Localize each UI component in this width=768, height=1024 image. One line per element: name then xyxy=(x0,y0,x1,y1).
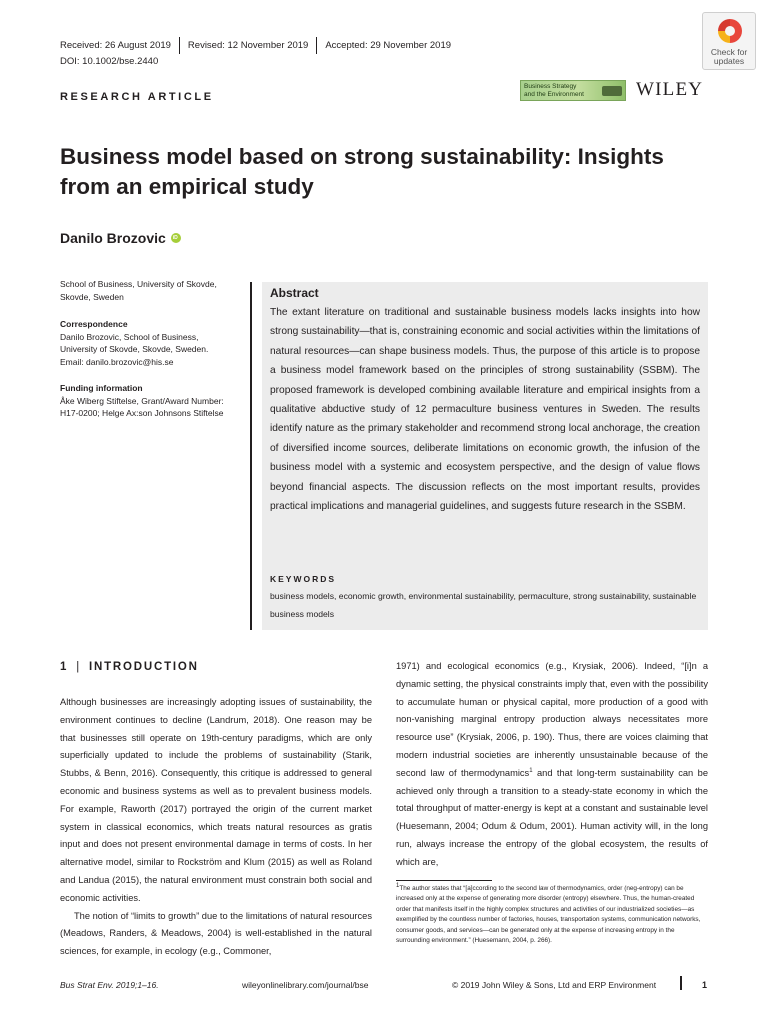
journal-logo-text: and the Environment xyxy=(524,90,584,98)
affiliation-line: Skovde, Sweden xyxy=(60,291,124,302)
check-updates-label: updates xyxy=(713,56,745,66)
journal-url[interactable]: wileyonlinelibrary.com/journal/bse xyxy=(242,980,369,990)
copyright: © 2019 John Wiley & Sons, Ltd and ERP Environment xyxy=(452,980,657,990)
journal-citation: Bus Strat Env. 2019;1–16. xyxy=(60,980,159,990)
article-type: RESEARCH ARTICLE xyxy=(60,91,214,103)
funding-information xyxy=(60,382,240,420)
funding-line: H17-0200; Helge Ax:son Johnsons Stiftelse xyxy=(60,408,224,418)
keywords-text: business models, economic growth, environmental sustainability, permaculture, strong sustainability, sustainable business models xyxy=(270,591,697,619)
paragraph-text: 1971) and ecological economics (e.g., Krysiak, 2006). Indeed, “[i]n a dynamic setting, the physical constraints imply that, even with the possibility to accumulate human or physical capital, more production of a good with non-vanishing marginal entropy production always necessitates more resource use” (Krysiak, 2006, p. 190). Thus, there are voices claiming that modern industrial societies are inherently unsustainable because of the second law of thermodynamics xyxy=(396,661,708,778)
footnote-text: The author states that “[a]ccording to the second law of thermodynamics, order (neg-entropy) can be increased only at the expense of generating more disorder (entropy) elsewhere. Thus, the human-created order that manifests itself in the highly complex structures and activities of our industrialized societies—as exemplified by the countless number of factories, houses, transportation systems, communication networks, consumer goods, and services—can be generated only at the expense of increasing entropy in the surrounding environment.” (Huesemann, 2004, p. 266). xyxy=(396,885,701,945)
keywords-box xyxy=(262,566,708,630)
paragraph: Although businesses are increasingly adopting issues of sustainability, the environment continues to decline (Landrum, 2018). One reason may be that businesses still operate on 19th-century paradigms, which are only superficially updated to include the problems of sustainability (Starik, Stubbs, & Benn, 2016). Consequently, this critique is addressed to general economic and business systems as well as to prevalent business models. For example, Raworth (2017) portrayed the origin of the current market system in classical economics, which treats natural resources as gratis input and does not present environmental damage in terms of costs. In her alternative model, similar to Rockström and Klum (2015) as well as Roland and Landua (2015), the natural environment must constrain both social and economic activities. xyxy=(60,697,372,903)
keywords-heading: KEYWORDS xyxy=(270,574,337,584)
author xyxy=(60,230,181,246)
footnote-number: 1 xyxy=(396,882,400,889)
check-for-updates-button[interactable] xyxy=(702,12,756,70)
funding-line: Åke Wiberg Stiftelse, Grant/Award Number: xyxy=(60,395,224,406)
section-heading xyxy=(60,661,199,673)
author-name[interactable]: Danilo Brozovic xyxy=(60,230,166,246)
section-number: 1 xyxy=(60,661,69,673)
footnote-rule xyxy=(396,880,492,881)
doi[interactable]: DOI: 10.1002/bse.2440 xyxy=(60,56,159,67)
correspondence-line: University of Skovde, Skovde, Sweden. xyxy=(60,344,209,354)
paragraph: The notion of “limits to growth” due to the limitations of natural resources (Meadows, Randers, & Meadows, 2004) is well-established in the natural sciences, for example, in ecology (e.g., Commoner, xyxy=(60,910,372,957)
correspondence-email[interactable]: Email: danilo.brozovic@his.se xyxy=(60,356,174,367)
accepted-date: Accepted: 29 November 2019 xyxy=(325,39,452,51)
abstract-heading: Abstract xyxy=(270,286,319,300)
article-title: Business model based on strong sustainability: Insights from an empirical study xyxy=(60,144,664,199)
body-column-right xyxy=(396,658,708,872)
footer-rule xyxy=(680,976,682,990)
publisher-logo[interactable]: WILEY xyxy=(636,79,704,100)
affiliation-line: School of Business, University of Skovde, xyxy=(60,279,217,289)
section-title: INTRODUCTION xyxy=(89,661,199,673)
journal-logo-image xyxy=(602,86,622,96)
footnote xyxy=(396,884,708,946)
funding-heading: Funding information xyxy=(60,383,143,393)
affiliation xyxy=(60,278,240,303)
body-column-left xyxy=(60,694,372,961)
page-number: 1 xyxy=(702,980,708,990)
crossmark-icon xyxy=(718,19,742,43)
correspondence-line: Danilo Brozovic, School of Business, xyxy=(60,331,199,342)
received-date: Received: 26 August 2019 xyxy=(60,39,171,51)
abstract-text: The extant literature on traditional and sustainable business models lacks insights into how strong sustainability—that is, constraining economic and social activities within the limitations of natural resources—can shape business models. Thus, the purpose of this article is to propose a business model framework based on the principles of strong sustainability (SSBM). The proposed framework is developed combining available literature and empirical insights from a qualitative abductive study of 12 permaculture business ventures in Sweden. The results identify nature as the primary stakeholder and recommend strong local anchorage, the creation of diversified income sources, deliberate limitations on economic growth, the infusion of the business model with a systemic and ecosystem perspective, and the design of value flows beyond financial aspects. The discussion reflects on the most important results, provides practical implications and managerial guidelines, and suggests future research in the SSBM. xyxy=(270,307,700,513)
orcid-icon[interactable] xyxy=(171,233,181,243)
abstract-rule xyxy=(250,282,252,630)
revised-date: Revised: 12 November 2019 xyxy=(187,39,309,51)
section-separator: | xyxy=(76,661,81,673)
check-updates-label: Check for xyxy=(710,47,748,57)
paragraph-text: and that long-term sustainability can be achieved only through a transition to a steady-state economy in which the total throughput of matter-energy is kept at a constant and sustainable level (Huesemann, 2004; Odum & Odum, 2001). Human activity will, in the long run, always increase the entropy of the global ecosystem, the results of which are, xyxy=(396,767,709,867)
paragraph xyxy=(396,658,708,872)
date-separator xyxy=(316,37,317,54)
abstract-box xyxy=(262,282,708,566)
footnote-marker[interactable]: 1 xyxy=(529,767,533,774)
journal-logo[interactable] xyxy=(520,80,626,101)
correspondence xyxy=(60,318,240,368)
dates-line xyxy=(60,38,451,52)
date-separator xyxy=(179,37,180,54)
correspondence-heading: Correspondence xyxy=(60,319,128,329)
journal-logo-text: Business Strategy xyxy=(524,83,577,90)
